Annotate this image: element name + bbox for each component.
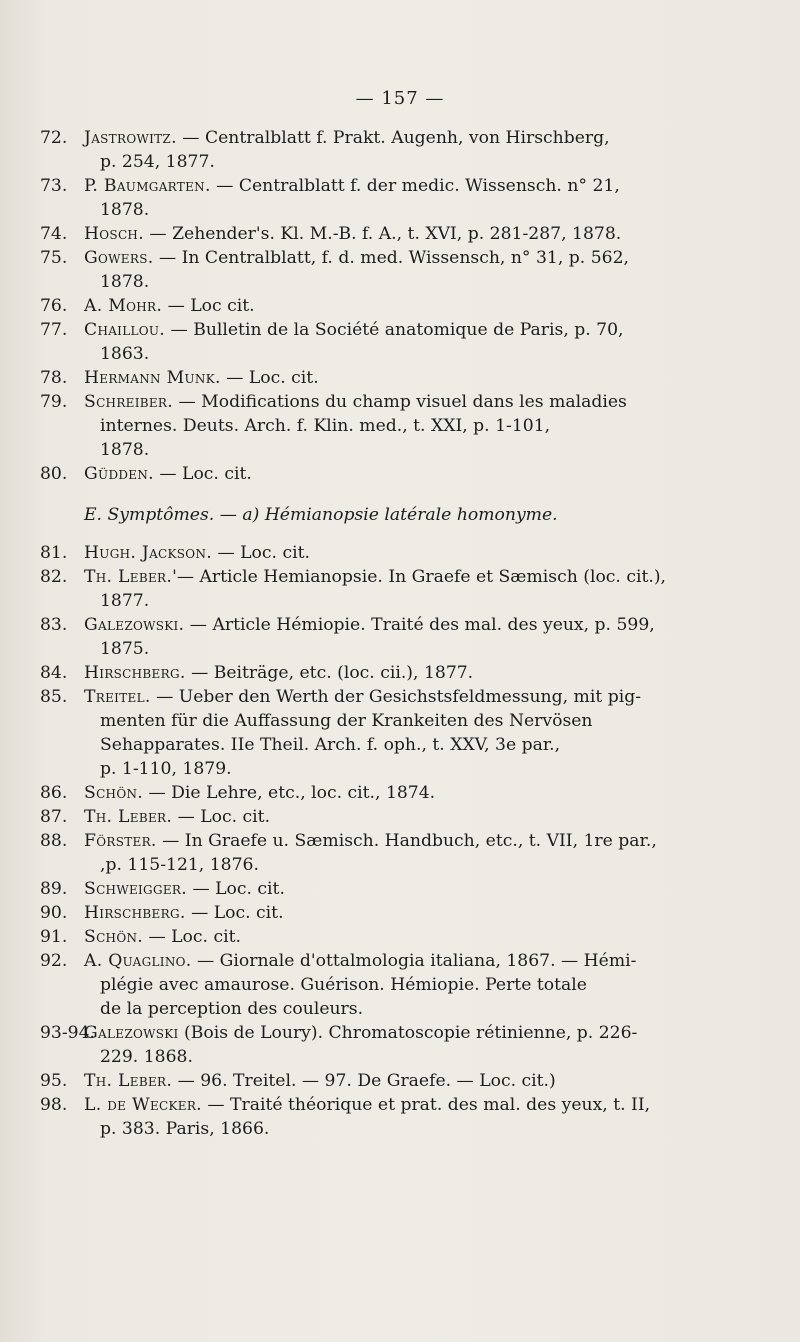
- bibliography-body: [40, 126, 780, 1141]
- reference-entry: [40, 877, 780, 901]
- reference-number: 76.: [40, 296, 68, 316]
- reference-text: — Loc. cit.: [153, 464, 252, 484]
- reference-entry: [40, 366, 780, 390]
- reference-first-line: [84, 615, 655, 635]
- reference-continuation: p. 1-110, 1879.: [100, 759, 232, 779]
- reference-text: — Bulletin de la Société anatomique de Paris, p. 70,: [165, 320, 624, 340]
- reference-continuation: 1875.: [100, 639, 150, 659]
- reference-number: 72.: [40, 128, 68, 148]
- reference-first-line: [84, 807, 270, 827]
- reference-first-line: [84, 320, 624, 340]
- reference-number: 90.: [40, 903, 68, 923]
- reference-first-line: [84, 368, 319, 388]
- reference-number: 79.: [40, 392, 68, 412]
- reference-entry: [40, 126, 780, 174]
- reference-author: Hermann Munk.: [84, 368, 221, 388]
- reference-author: Galezowski: [84, 1023, 179, 1043]
- reference-author: Chaillou.: [84, 320, 166, 340]
- reference-continuation: Sehapparates. IIe Theil. Arch. f. oph., t. XXV, 3e par.,: [100, 735, 561, 755]
- reference-author: Galezowski.: [84, 615, 185, 635]
- reference-continuation: de la perception des couleurs.: [100, 999, 364, 1019]
- reference-number: 98.: [40, 1095, 68, 1115]
- reference-number: 88.: [40, 831, 68, 851]
- reference-entry: [40, 925, 780, 949]
- reference-first-line: [84, 128, 610, 148]
- reference-entry: [40, 805, 780, 829]
- reference-continuation: 1878.: [100, 272, 150, 292]
- reference-entry: [40, 1021, 780, 1069]
- reference-author: Güdden.: [84, 464, 154, 484]
- reference-text: — Loc cit.: [162, 296, 255, 316]
- reference-number: 77.: [40, 320, 68, 340]
- reference-author: Gowers.: [84, 248, 154, 268]
- reference-entry: [40, 685, 780, 781]
- reference-text: (Bois de Loury). Chromatoscopie rétinienne, p. 226-: [178, 1023, 638, 1043]
- reference-first-line: [84, 248, 629, 268]
- reference-number: 87.: [40, 807, 68, 827]
- reference-first-line: [84, 663, 473, 683]
- reference-first-line: [84, 224, 621, 244]
- reference-entry: [40, 246, 780, 294]
- reference-author: Schweigger.: [84, 879, 187, 899]
- reference-number: 84.: [40, 663, 68, 683]
- reference-text: '— Article Hemianopsie. In Graefe et Sæmisch (loc. cit.),: [172, 567, 667, 587]
- section-subtitle: a) Hémianopsie latérale homonyme.: [242, 505, 558, 525]
- reference-first-line: [84, 783, 435, 803]
- reference-author: Hugh. Jackson.: [84, 543, 213, 563]
- reference-number: 82.: [40, 567, 68, 587]
- reference-author: A. Mohr.: [84, 296, 163, 316]
- reference-text: — Loc. cit.: [212, 543, 310, 563]
- reference-text: — Traité théorique et prat. des mal. des yeux, t. II,: [201, 1095, 651, 1115]
- reference-entry: [40, 829, 780, 877]
- reference-author: Hirschberg.: [84, 903, 186, 923]
- reference-first-line: [84, 1023, 637, 1043]
- reference-author: Jastrowitz.: [84, 128, 177, 148]
- section-heading: [40, 503, 780, 527]
- reference-text: — In Centralblatt, f. d. med. Wissensch, n° 31, p. 562,: [153, 248, 629, 268]
- reference-number: 93-94.: [40, 1023, 96, 1043]
- reference-number: 86.: [40, 783, 68, 803]
- reference-number: 95.: [40, 1071, 68, 1091]
- reference-first-line: [84, 687, 641, 707]
- reference-text: — Zehender's. Kl. M.-B. f. A., t. XVI, p. 281-287, 1878.: [143, 224, 622, 244]
- reference-entry: [40, 1093, 780, 1141]
- reference-text: — Modifications du champ visuel dans les maladies: [173, 392, 627, 412]
- reference-author: Th. Leber.: [84, 567, 173, 587]
- reference-continuation: 1877.: [100, 591, 150, 611]
- reference-continuation: menten für die Auffassung der Krankeiten des Nervösen: [100, 711, 593, 731]
- reference-entry: [40, 222, 780, 246]
- reference-entry: [40, 781, 780, 805]
- reference-text: — Die Lehre, etc., loc. cit., 1874.: [143, 783, 436, 803]
- reference-text: — Ueber den Werth der Gesichstsfeldmessung, mit pig-: [150, 687, 642, 707]
- reference-entry: [40, 174, 780, 222]
- reference-author: Hosch.: [84, 224, 144, 244]
- reference-text: — Loc. cit.: [220, 368, 319, 388]
- reference-text: — Giornale d'ottalmologia italiana, 1867. — Hémi-: [191, 951, 637, 971]
- reference-first-line: [84, 296, 255, 316]
- reference-first-line: [84, 176, 620, 196]
- reference-first-line: [84, 879, 285, 899]
- reference-continuation: p. 254, 1877.: [100, 152, 215, 172]
- section-prefix: E. Symptômes.: [84, 505, 215, 525]
- reference-text: — Article Hémiopie. Traité des mal. des yeux, p. 599,: [184, 615, 655, 635]
- reference-number: 73.: [40, 176, 68, 196]
- reference-text: — Beiträge, etc. (loc. cii.), 1877.: [185, 663, 474, 683]
- reference-author: Schreiber.: [84, 392, 174, 412]
- reference-entry: [40, 390, 780, 462]
- reference-author: Förster.: [84, 831, 157, 851]
- reference-text: — Centralblatt f. Prakt. Augenh, von Hirschberg,: [176, 128, 610, 148]
- reference-first-line: [84, 464, 252, 484]
- reference-continuation: 1863.: [100, 344, 150, 364]
- reference-first-line: [84, 831, 657, 851]
- reference-entry: [40, 318, 780, 366]
- page-number: — 157 —: [355, 88, 445, 109]
- reference-number: 92.: [40, 951, 68, 971]
- reference-number: 74.: [40, 224, 68, 244]
- reference-text: — In Graefe u. Sæmisch. Handbuch, etc., t. VII, 1re par.,: [156, 831, 657, 851]
- reference-first-line: [84, 543, 310, 563]
- reference-number: 78.: [40, 368, 68, 388]
- reference-continuation: p. 383. Paris, 1866.: [100, 1119, 270, 1139]
- reference-first-line: [84, 927, 241, 947]
- reference-continuation: plégie avec amaurose. Guérison. Hémiopie. Perte totale: [100, 975, 587, 995]
- reference-text: — Loc. cit.: [172, 807, 271, 827]
- reference-entry: [40, 462, 780, 486]
- reference-continuation: internes. Deuts. Arch. f. Klin. med., t. XXI, p. 1-101,: [100, 416, 551, 436]
- reference-first-line: [84, 392, 627, 412]
- reference-number: 91.: [40, 927, 68, 947]
- reference-author: L. de Wecker.: [84, 1095, 202, 1115]
- reference-number: 89.: [40, 879, 68, 899]
- reference-continuation: 229. 1868.: [100, 1047, 193, 1067]
- reference-first-line: [84, 567, 666, 587]
- section-dash: —: [214, 505, 243, 525]
- reference-text: — 96. Treitel. — 97. De Graefe. — Loc. cit.): [172, 1071, 556, 1091]
- reference-entry: [40, 541, 780, 565]
- reference-first-line: [84, 1071, 556, 1091]
- reference-entry: [40, 949, 780, 1021]
- reference-entry: [40, 613, 780, 661]
- reference-first-line: [84, 1095, 650, 1115]
- reference-number: 81.: [40, 543, 68, 563]
- reference-entry: [40, 294, 780, 318]
- reference-entry: [40, 901, 780, 925]
- reference-author: Hirschberg.: [84, 663, 186, 683]
- reference-continuation: ,p. 115-121, 1876.: [100, 855, 259, 875]
- reference-number: 83.: [40, 615, 68, 635]
- reference-author: A. Quaglino.: [84, 951, 192, 971]
- reference-first-line: [84, 951, 636, 971]
- reference-text: — Loc. cit.: [185, 903, 284, 923]
- reference-author: Th. Leber.: [84, 807, 173, 827]
- reference-first-line: [84, 903, 284, 923]
- reference-list-1: [40, 126, 780, 486]
- reference-entry: [40, 1069, 780, 1093]
- reference-number: 75.: [40, 248, 68, 268]
- reference-entry: [40, 661, 780, 685]
- reference-entry: [40, 565, 780, 613]
- reference-text: — Centralblatt f. der medic. Wissensch. n° 21,: [210, 176, 620, 196]
- reference-number: 80.: [40, 464, 68, 484]
- reference-text: — Loc. cit.: [143, 927, 241, 947]
- reference-author: P. Baumgarten.: [84, 176, 211, 196]
- reference-continuation: 1878.: [100, 440, 150, 460]
- reference-author: Schön.: [84, 927, 144, 947]
- reference-list-2: [40, 541, 780, 1141]
- reference-author: Treitel.: [84, 687, 151, 707]
- reference-text: — Loc. cit.: [187, 879, 285, 899]
- reference-number: 85.: [40, 687, 68, 707]
- reference-continuation: 1878.: [100, 200, 150, 220]
- reference-author: Schön.: [84, 783, 144, 803]
- reference-author: Th. Leber.: [84, 1071, 173, 1091]
